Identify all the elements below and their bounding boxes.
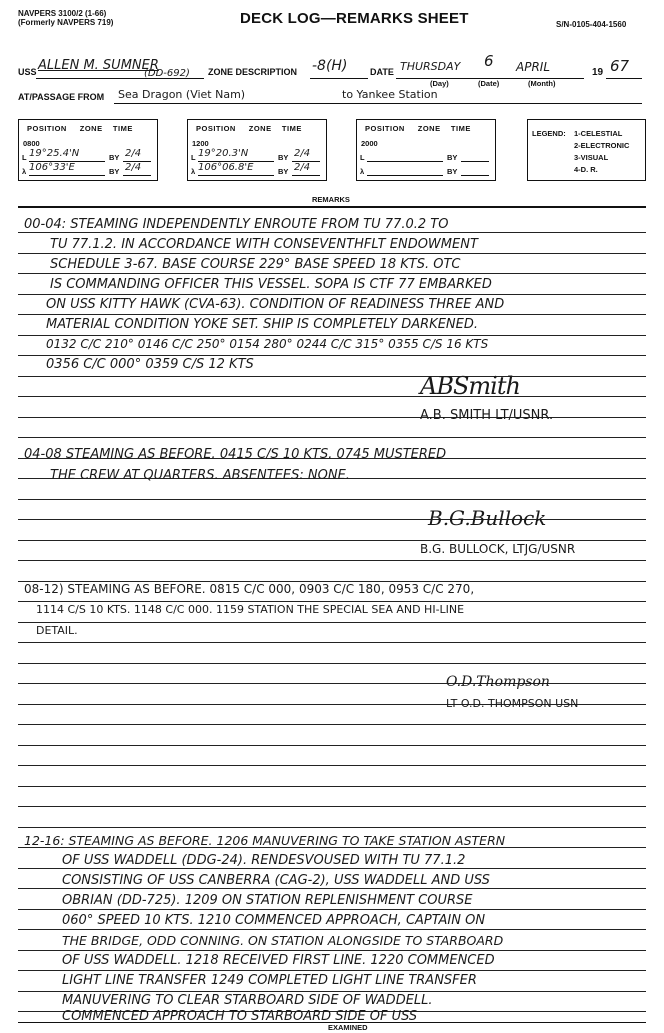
- zone-value: -8(H): [312, 58, 348, 74]
- lat-by-label: BY: [447, 153, 458, 162]
- log-line: OBRIAN (DD-725). 1209 ON STATION REPLENISHMENT COURSE: [62, 893, 473, 908]
- top-border: [18, 206, 646, 208]
- log-line: OF USS WADDELL (DDG-24). RENDESVOUSED WITH TU 77.1.2: [62, 853, 466, 868]
- ruled-line: [18, 827, 646, 828]
- uss-name: ALLEN M. SUMNER: [38, 58, 159, 73]
- year-underline: [606, 78, 642, 79]
- legend-title: LEGEND:: [532, 129, 566, 138]
- log-line: SCHEDULE 3-67. BASE COURSE 229° BASE SPEED 18 KTS. OTC: [50, 257, 461, 272]
- log-line: IS COMMANDING OFFICER THIS VESSEL. SOPA IS CTF 77 EMBARKED: [50, 277, 492, 292]
- lat-by-line: [461, 161, 489, 162]
- legend-item: 2-ELECTRONIC: [574, 141, 630, 150]
- examined-label: EXAMINED: [328, 1023, 368, 1032]
- ruled-line: [18, 950, 646, 951]
- lat-symbol: L: [22, 153, 27, 162]
- ruled-line: [18, 991, 646, 992]
- passage-label: AT/PASSAGE FROM: [18, 92, 105, 102]
- signer-name: LT O.D. THOMPSON USN: [446, 697, 579, 710]
- hull-number: (DD-692): [144, 68, 190, 79]
- lon-by-value: 2/4: [294, 162, 311, 173]
- signature: O.D.Thompson: [446, 674, 550, 690]
- ruled-line: [18, 273, 646, 274]
- ruled-line: [18, 888, 646, 889]
- ruled-line: [18, 745, 646, 746]
- ruled-line: [18, 765, 646, 766]
- log-line: 0356 C/C 000° 0359 C/S 12 KTS: [46, 357, 254, 372]
- signature: B.G.Bullock: [428, 506, 547, 530]
- lat-by-line: [292, 161, 320, 162]
- log-line: 08-12) STEAMING AS BEFORE. 0815 C/C 000, 0903 C/C 180, 0953 C/C 270,: [24, 582, 475, 596]
- month-caption: (Month): [528, 79, 556, 88]
- position-time: 0800: [23, 139, 40, 148]
- position-box-1200: [187, 119, 327, 181]
- stock-number: S/N-0105-404-1560: [556, 20, 627, 29]
- ruled-line: [18, 601, 646, 602]
- ruled-line: [18, 909, 646, 910]
- page-title: DECK LOG—REMARKS SHEET: [240, 10, 469, 27]
- ruled-line: [18, 786, 646, 787]
- passage-underline: [114, 103, 642, 104]
- lat-line: [198, 161, 274, 162]
- lon-symbol: λ: [22, 167, 27, 176]
- legend-box: [527, 119, 646, 181]
- year-prefix: 19: [592, 67, 604, 78]
- lon-by-label: BY: [278, 167, 289, 176]
- passage-to: to Yankee Station: [342, 88, 438, 101]
- day-caption: (Day): [430, 79, 449, 88]
- form-former-number: (Formerly NAVPERS 719): [18, 18, 114, 27]
- position-box-0800: [18, 119, 158, 181]
- log-line: 12-16: STEAMING AS BEFORE. 1206 MANUVERING TO TAKE STATION ASTERN: [24, 833, 506, 848]
- ruled-line: [18, 499, 646, 500]
- signer-name: B.G. BULLOCK, LTJG/USNR: [420, 542, 576, 556]
- passage-value: Sea Dragon (Viet Nam): [118, 88, 246, 101]
- form-number: NAVPERS 3100/2 (1-66): [18, 9, 107, 18]
- ruled-line: [18, 724, 646, 725]
- log-line: 04-08 STEAMING AS BEFORE. 0415 C/S 10 KTS. 0745 MUSTERED: [24, 447, 447, 462]
- latitude-value: 19°25.4'N: [29, 148, 80, 159]
- lat-by-value: 2/4: [294, 148, 311, 159]
- lon-line: [198, 175, 274, 176]
- lon-by-line: [461, 175, 489, 176]
- position-time: 2000: [361, 139, 378, 148]
- log-line: ON USS KITTY HAWK (CVA-63). CONDITION OF READINESS THREE AND: [46, 297, 505, 312]
- year-suffix: 67: [610, 57, 630, 75]
- lon-symbol: λ: [191, 167, 196, 176]
- log-line: 0132 C/C 210° 0146 C/C 250° 0154 280° 0244 C/C 315° 0355 C/S 16 KTS: [46, 337, 489, 351]
- log-line: THE CREW AT QUARTERS. ABSENTEES: NONE.: [50, 468, 350, 483]
- form-id: [18, 9, 113, 27]
- position-box-header: POSITION ZONE TIME: [365, 124, 471, 133]
- uss-label: USS: [18, 67, 37, 77]
- ruled-line: [18, 970, 646, 971]
- log-line: CONSISTING OF USS CANBERRA (CAG-2), USS WADDELL AND USS: [62, 873, 490, 888]
- legend-item: 4-D. R.: [574, 165, 598, 174]
- log-line: TU 77.1.2. IN ACCORDANCE WITH CONSEVENTHFLT ENDOWMENT: [50, 237, 478, 252]
- longitude-value: 106°06.8'E: [198, 162, 254, 173]
- uss-underline: [36, 78, 204, 79]
- position-box-2000: [356, 119, 496, 181]
- date-day: THURSDAY: [400, 60, 461, 73]
- log-line: OF USS WADDELL. 1218 RECEIVED FIRST LINE. 1220 COMMENCED: [62, 953, 495, 968]
- lat-line: [29, 161, 105, 162]
- lon-by-line: [292, 175, 320, 176]
- signer-name: A.B. SMITH LT/USNR.: [420, 408, 554, 423]
- lon-by-line: [123, 175, 151, 176]
- ruled-line: [18, 314, 646, 315]
- date-caption: (Date): [478, 79, 500, 88]
- lon-line: [29, 175, 105, 176]
- position-box-header: POSITION ZONE TIME: [196, 124, 302, 133]
- lon-by-value: 2/4: [125, 162, 142, 173]
- ruled-line: [18, 437, 646, 438]
- lon-by-label: BY: [447, 167, 458, 176]
- position-time: 1200: [192, 139, 209, 148]
- lat-line: [367, 161, 443, 162]
- ruled-line: [18, 376, 646, 377]
- lat-by-value: 2/4: [125, 148, 142, 159]
- ruled-line: [18, 806, 646, 807]
- lon-line: [367, 175, 443, 176]
- lat-symbol: L: [360, 153, 365, 162]
- log-line: 1114 C/S 10 KTS. 1148 C/C 000. 1159 STATION THE SPECIAL SEA AND HI-LINE: [36, 603, 465, 616]
- lat-by-line: [123, 161, 151, 162]
- ruled-line: [18, 294, 646, 295]
- ruled-line: [18, 929, 646, 930]
- ruled-line: [18, 355, 646, 356]
- lon-symbol: λ: [360, 167, 365, 176]
- ruled-line: [18, 663, 646, 664]
- lat-by-label: BY: [109, 153, 120, 162]
- ruled-line: [18, 253, 646, 254]
- legend-item: 3-VISUAL: [574, 153, 609, 162]
- log-line: MATERIAL CONDITION YOKE SET. SHIP IS COMPLETELY DARKENED.: [46, 317, 478, 332]
- lon-by-label: BY: [109, 167, 120, 176]
- log-line: THE BRIDGE, ODD CONNING. ON STATION ALONGSIDE TO STARBOARD: [62, 933, 504, 948]
- longitude-value: 106°33'E: [29, 162, 75, 173]
- log-line: LIGHT LINE TRANSFER 1249 COMPLETED LIGHT LINE TRANSFER: [62, 973, 477, 988]
- ruled-line: [18, 232, 646, 233]
- signature: ABSmith: [420, 372, 520, 400]
- log-line: 00-04: STEAMING INDEPENDENTLY ENROUTE FROM TU 77.0.2 TO: [24, 217, 449, 232]
- position-box-header: POSITION ZONE TIME: [27, 124, 133, 133]
- legend-item: 1-CELESTIAL: [574, 129, 623, 138]
- ruled-line: [18, 335, 646, 336]
- latitude-value: 19°20.3'N: [198, 148, 249, 159]
- date-label: DATE: [370, 67, 394, 77]
- zone-underline: [310, 78, 368, 79]
- lat-by-label: BY: [278, 153, 289, 162]
- zone-label: ZONE DESCRIPTION: [208, 67, 298, 77]
- log-line: MANUVERING TO CLEAR STARBOARD SIDE OF WADDELL.: [62, 993, 433, 1008]
- ruled-line: [18, 683, 646, 684]
- ruled-line: [18, 540, 646, 541]
- log-line: 060° SPEED 10 KTS. 1210 COMMENCED APPROACH, CAPTAIN ON: [62, 913, 486, 928]
- date-month: APRIL: [516, 60, 551, 74]
- ruled-line: [18, 622, 646, 623]
- remarks-label: REMARKS: [312, 195, 350, 204]
- ruled-line: [18, 868, 646, 869]
- lat-symbol: L: [191, 153, 196, 162]
- log-line: DETAIL.: [36, 624, 78, 637]
- ruled-line: [18, 519, 646, 520]
- ruled-line: [18, 560, 646, 561]
- ruled-line: [18, 642, 646, 643]
- date-date: 6: [484, 52, 494, 70]
- log-line: COMMENCED APPROACH TO STARBOARD SIDE OF USS: [62, 1009, 418, 1024]
- ruled-line: [18, 396, 646, 397]
